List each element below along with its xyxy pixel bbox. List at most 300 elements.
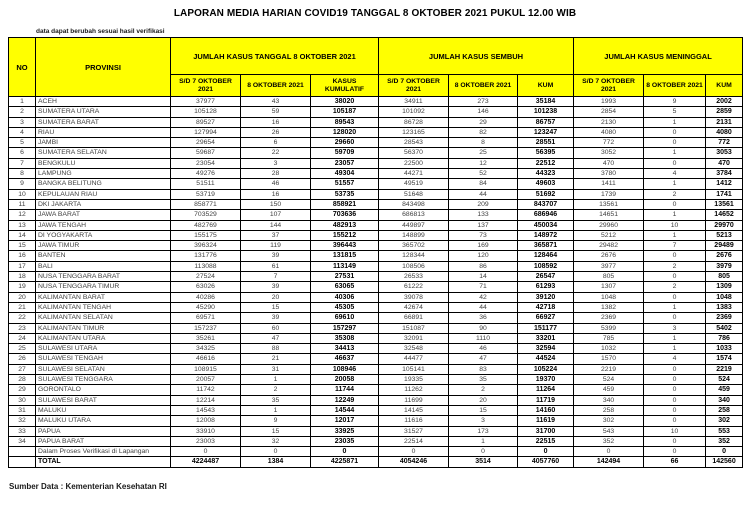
row-number: 22 bbox=[9, 313, 36, 323]
table-row bbox=[9, 97, 743, 107]
value-cell: 3 bbox=[449, 416, 518, 426]
table-row bbox=[9, 179, 743, 189]
value-cell: 29654 bbox=[171, 138, 241, 148]
value-cell: 39078 bbox=[379, 292, 449, 302]
value-cell: 0 bbox=[311, 447, 379, 457]
value-cell: 83 bbox=[449, 364, 518, 374]
value-cell: 101092 bbox=[379, 107, 449, 117]
value-cell: 396443 bbox=[311, 241, 379, 251]
value-cell: 20058 bbox=[311, 375, 379, 385]
table-row bbox=[9, 395, 743, 405]
row-number: 21 bbox=[9, 302, 36, 312]
total-no-cell bbox=[9, 457, 36, 467]
value-cell: 51648 bbox=[379, 189, 449, 199]
value-cell: 1739 bbox=[574, 189, 644, 199]
value-cell: 9 bbox=[644, 97, 706, 107]
table-row bbox=[9, 189, 743, 199]
row-number: 34 bbox=[9, 436, 36, 446]
value-cell: 29660 bbox=[311, 138, 379, 148]
covid-report-table bbox=[8, 37, 743, 468]
value-cell: 4 bbox=[644, 354, 706, 364]
value-cell: 12 bbox=[449, 158, 518, 168]
row-number: 6 bbox=[9, 148, 36, 158]
value-cell: 108592 bbox=[518, 261, 574, 271]
value-cell: 786 bbox=[706, 333, 743, 343]
value-cell: 105224 bbox=[518, 364, 574, 374]
value-cell: 340 bbox=[574, 395, 644, 405]
value-cell: 1574 bbox=[706, 354, 743, 364]
row-number: 9 bbox=[9, 179, 36, 189]
value-cell: 273 bbox=[449, 97, 518, 107]
subheader-sembuh-sd: S/D 7 OKTOBER 2021 bbox=[379, 75, 449, 97]
value-cell: 3780 bbox=[574, 169, 644, 179]
table-row bbox=[9, 447, 743, 457]
value-cell: 0 bbox=[644, 251, 706, 261]
value-cell: 22512 bbox=[518, 158, 574, 168]
value-cell: 53735 bbox=[311, 189, 379, 199]
province-name: NUSA TENGGARA TIMUR bbox=[36, 282, 171, 292]
row-number: 17 bbox=[9, 261, 36, 271]
value-cell: 47 bbox=[449, 354, 518, 364]
value-cell: 63065 bbox=[311, 282, 379, 292]
value-cell: 39 bbox=[241, 251, 311, 261]
table-row bbox=[9, 241, 743, 251]
value-cell: 1309 bbox=[706, 282, 743, 292]
value-cell: 28551 bbox=[518, 138, 574, 148]
value-cell: 2 bbox=[644, 282, 706, 292]
value-cell: 29970 bbox=[706, 220, 743, 230]
value-cell: 1048 bbox=[706, 292, 743, 302]
value-cell: 2 bbox=[449, 385, 518, 395]
header-no: NO bbox=[9, 38, 36, 97]
value-cell: 7 bbox=[644, 241, 706, 251]
value-cell: 1993 bbox=[574, 97, 644, 107]
subheader-sembuh-kum: KUM bbox=[518, 75, 574, 97]
value-cell: 4080 bbox=[574, 127, 644, 137]
row-number: 15 bbox=[9, 241, 36, 251]
value-cell: 3052 bbox=[574, 148, 644, 158]
data-source-label: Sumber Data : Kementerian Kesehatan RI bbox=[9, 482, 167, 491]
table-row bbox=[9, 436, 743, 446]
value-cell: 151087 bbox=[379, 323, 449, 333]
value-cell: 11744 bbox=[311, 385, 379, 395]
value-cell: 32548 bbox=[379, 344, 449, 354]
value-cell: 0 bbox=[644, 272, 706, 282]
value-cell: 120 bbox=[449, 251, 518, 261]
table-row bbox=[9, 313, 743, 323]
value-cell: 33925 bbox=[311, 426, 379, 436]
value-cell: 0 bbox=[644, 416, 706, 426]
subheader-meninggal-sd: S/D 7 OKTOBER 2021 bbox=[574, 75, 644, 97]
value-cell: 148899 bbox=[379, 230, 449, 240]
value-cell: 1 bbox=[644, 230, 706, 240]
value-cell: 13561 bbox=[706, 199, 743, 209]
province-name: KALIMANTAN SELATAN bbox=[36, 313, 171, 323]
value-cell: 5212 bbox=[574, 230, 644, 240]
value-cell: 5 bbox=[644, 107, 706, 117]
value-cell: 2369 bbox=[706, 313, 743, 323]
province-name: KALIMANTAN TENGAH bbox=[36, 302, 171, 312]
row-number: 33 bbox=[9, 426, 36, 436]
row-number: 4 bbox=[9, 127, 36, 137]
province-name: SULAWESI UTARA bbox=[36, 344, 171, 354]
row-number bbox=[9, 447, 36, 457]
province-name: BENGKULU bbox=[36, 158, 171, 168]
value-cell: 772 bbox=[574, 138, 644, 148]
province-name: KALIMANTAN BARAT bbox=[36, 292, 171, 302]
table-row bbox=[9, 210, 743, 220]
value-cell: 61222 bbox=[379, 282, 449, 292]
value-cell: 11616 bbox=[379, 416, 449, 426]
value-cell: 40286 bbox=[171, 292, 241, 302]
value-cell: 22514 bbox=[379, 436, 449, 446]
province-name: NUSA TENGGARA BARAT bbox=[36, 272, 171, 282]
value-cell: 5402 bbox=[706, 323, 743, 333]
value-cell: 20 bbox=[241, 292, 311, 302]
value-cell: 11262 bbox=[379, 385, 449, 395]
value-cell: 23035 bbox=[311, 436, 379, 446]
value-cell: 686946 bbox=[518, 210, 574, 220]
province-name: PAPUA bbox=[36, 426, 171, 436]
verification-note: data dapat berubah sesuai hasil verifikasi bbox=[36, 28, 165, 35]
value-cell: 4225871 bbox=[311, 457, 379, 467]
value-cell: 39120 bbox=[518, 292, 574, 302]
value-cell: 3514 bbox=[449, 457, 518, 467]
header-province: PROVINSI bbox=[36, 38, 171, 97]
value-cell: 105141 bbox=[379, 364, 449, 374]
value-cell: 14 bbox=[449, 272, 518, 282]
value-cell: 66891 bbox=[379, 313, 449, 323]
value-cell: 46637 bbox=[311, 354, 379, 364]
province-name: GORONTALO bbox=[36, 385, 171, 395]
value-cell: 0 bbox=[379, 447, 449, 457]
value-cell: 44 bbox=[449, 189, 518, 199]
value-cell: 11742 bbox=[171, 385, 241, 395]
table-row bbox=[9, 158, 743, 168]
header-group-sembuh: JUMLAH KASUS SEMBUH bbox=[379, 38, 574, 75]
table-body bbox=[9, 97, 743, 468]
value-cell: 0 bbox=[644, 138, 706, 148]
value-cell: 459 bbox=[706, 385, 743, 395]
value-cell: 142494 bbox=[574, 457, 644, 467]
value-cell: 42674 bbox=[379, 302, 449, 312]
province-name: JAWA BARAT bbox=[36, 210, 171, 220]
table-row bbox=[9, 117, 743, 127]
value-cell: 0 bbox=[518, 447, 574, 457]
row-number: 7 bbox=[9, 158, 36, 168]
value-cell: 1 bbox=[644, 179, 706, 189]
row-number: 3 bbox=[9, 117, 36, 127]
table-row bbox=[9, 333, 743, 343]
value-cell: 0 bbox=[644, 385, 706, 395]
row-number: 19 bbox=[9, 282, 36, 292]
value-cell: 0 bbox=[574, 447, 644, 457]
value-cell: 0 bbox=[644, 158, 706, 168]
value-cell: 1 bbox=[644, 302, 706, 312]
province-name: BANTEN bbox=[36, 251, 171, 261]
value-cell: 61293 bbox=[518, 282, 574, 292]
value-cell: 131776 bbox=[171, 251, 241, 261]
value-cell: 29 bbox=[449, 117, 518, 127]
value-cell: 49519 bbox=[379, 179, 449, 189]
table-row bbox=[9, 323, 743, 333]
value-cell: 148972 bbox=[518, 230, 574, 240]
province-name: JAWA TIMUR bbox=[36, 241, 171, 251]
row-number: 10 bbox=[9, 189, 36, 199]
value-cell: 128344 bbox=[379, 251, 449, 261]
value-cell: 7 bbox=[241, 272, 311, 282]
value-cell: 133 bbox=[449, 210, 518, 220]
value-cell: 2854 bbox=[574, 107, 644, 117]
table-row bbox=[9, 385, 743, 395]
value-cell: 1 bbox=[644, 210, 706, 220]
value-cell: 482769 bbox=[171, 220, 241, 230]
value-cell: 12249 bbox=[311, 395, 379, 405]
value-cell: 46 bbox=[241, 179, 311, 189]
value-cell: 36 bbox=[449, 313, 518, 323]
value-cell: 1383 bbox=[706, 302, 743, 312]
province-name: KEPULAUAN RIAU bbox=[36, 189, 171, 199]
value-cell: 4224487 bbox=[171, 457, 241, 467]
value-cell: 21 bbox=[241, 354, 311, 364]
value-cell: 459 bbox=[574, 385, 644, 395]
province-name: BALI bbox=[36, 261, 171, 271]
value-cell: 22500 bbox=[379, 158, 449, 168]
table-row bbox=[9, 272, 743, 282]
value-cell: 157237 bbox=[171, 323, 241, 333]
value-cell: 52 bbox=[449, 169, 518, 179]
value-cell: 772 bbox=[706, 138, 743, 148]
value-cell: 44524 bbox=[518, 354, 574, 364]
value-cell: 805 bbox=[706, 272, 743, 282]
value-cell: 86757 bbox=[518, 117, 574, 127]
subheader-meninggal-day: 8 OKTOBER 2021 bbox=[644, 75, 706, 97]
value-cell: 44 bbox=[449, 302, 518, 312]
value-cell: 0 bbox=[644, 292, 706, 302]
value-cell: 66 bbox=[644, 457, 706, 467]
value-cell: 14544 bbox=[311, 405, 379, 415]
value-cell: 31 bbox=[241, 364, 311, 374]
value-cell: 14652 bbox=[706, 210, 743, 220]
value-cell: 105187 bbox=[311, 107, 379, 117]
province-name: ACEH bbox=[36, 97, 171, 107]
row-number: 31 bbox=[9, 405, 36, 415]
value-cell: 37977 bbox=[171, 97, 241, 107]
row-number: 11 bbox=[9, 199, 36, 209]
value-cell: 785 bbox=[574, 333, 644, 343]
value-cell: 843498 bbox=[379, 199, 449, 209]
value-cell: 44271 bbox=[379, 169, 449, 179]
value-cell: 1 bbox=[241, 375, 311, 385]
value-cell: 82 bbox=[449, 127, 518, 137]
value-cell: 2676 bbox=[574, 251, 644, 261]
table-row bbox=[9, 107, 743, 117]
value-cell: 0 bbox=[644, 395, 706, 405]
value-cell: 1382 bbox=[574, 302, 644, 312]
table-row bbox=[9, 416, 743, 426]
value-cell: 22 bbox=[241, 148, 311, 158]
value-cell: 38020 bbox=[311, 97, 379, 107]
value-cell: 123165 bbox=[379, 127, 449, 137]
value-cell: 71 bbox=[449, 282, 518, 292]
value-cell: 22515 bbox=[518, 436, 574, 446]
province-name: DKI JAKARTA bbox=[36, 199, 171, 209]
value-cell: 53719 bbox=[171, 189, 241, 199]
province-name: RIAU bbox=[36, 127, 171, 137]
value-cell: 1032 bbox=[574, 344, 644, 354]
table-row bbox=[9, 199, 743, 209]
value-cell: 44477 bbox=[379, 354, 449, 364]
value-cell: 105128 bbox=[171, 107, 241, 117]
province-name: JAWA TENGAH bbox=[36, 220, 171, 230]
value-cell: 11619 bbox=[518, 416, 574, 426]
province-name: KALIMANTAN TIMUR bbox=[36, 323, 171, 333]
value-cell: 543 bbox=[574, 426, 644, 436]
table-row bbox=[9, 138, 743, 148]
page-title: LAPORAN MEDIA HARIAN COVID19 TANGGAL 8 OKTOBER 2021 PUKUL 12.00 WIB bbox=[173, 8, 577, 19]
value-cell: 26 bbox=[241, 127, 311, 137]
subheader-sembuh-day: 8 OKTOBER 2021 bbox=[449, 75, 518, 97]
value-cell: 1 bbox=[644, 333, 706, 343]
value-cell: 352 bbox=[706, 436, 743, 446]
row-number: 29 bbox=[9, 385, 36, 395]
province-name: SULAWESI TENGAH bbox=[36, 354, 171, 364]
value-cell: 84 bbox=[449, 179, 518, 189]
value-cell: 169 bbox=[449, 241, 518, 251]
value-cell: 4057760 bbox=[518, 457, 574, 467]
value-cell: 10 bbox=[644, 426, 706, 436]
value-cell: 302 bbox=[574, 416, 644, 426]
value-cell: 1 bbox=[644, 117, 706, 127]
value-cell: 843707 bbox=[518, 199, 574, 209]
province-name: SUMATERA UTARA bbox=[36, 107, 171, 117]
value-cell: 0 bbox=[644, 436, 706, 446]
value-cell: 28 bbox=[241, 169, 311, 179]
value-cell: 12214 bbox=[171, 395, 241, 405]
value-cell: 1741 bbox=[706, 189, 743, 199]
table-row bbox=[9, 148, 743, 158]
value-cell: 150 bbox=[241, 199, 311, 209]
value-cell: 113088 bbox=[171, 261, 241, 271]
row-number: 28 bbox=[9, 375, 36, 385]
value-cell: 2002 bbox=[706, 97, 743, 107]
value-cell: 63026 bbox=[171, 282, 241, 292]
value-cell: 49304 bbox=[311, 169, 379, 179]
value-cell: 0 bbox=[171, 447, 241, 457]
value-cell: 15 bbox=[449, 405, 518, 415]
value-cell: 40306 bbox=[311, 292, 379, 302]
value-cell: 14145 bbox=[379, 405, 449, 415]
value-cell: 2 bbox=[644, 261, 706, 271]
value-cell: 2130 bbox=[574, 117, 644, 127]
value-cell: 258 bbox=[706, 405, 743, 415]
value-cell: 29489 bbox=[706, 241, 743, 251]
row-number: 13 bbox=[9, 220, 36, 230]
table-row bbox=[9, 127, 743, 137]
value-cell: 1 bbox=[449, 436, 518, 446]
value-cell: 127994 bbox=[171, 127, 241, 137]
subheader-kasus-day: 8 OKTOBER 2021 bbox=[241, 75, 311, 97]
value-cell: 450034 bbox=[518, 220, 574, 230]
value-cell: 0 bbox=[449, 447, 518, 457]
value-cell: 23003 bbox=[171, 436, 241, 446]
value-cell: 5399 bbox=[574, 323, 644, 333]
value-cell: 23057 bbox=[311, 158, 379, 168]
value-cell: 209 bbox=[449, 199, 518, 209]
value-cell: 45305 bbox=[311, 302, 379, 312]
value-cell: 35 bbox=[241, 395, 311, 405]
value-cell: 137 bbox=[449, 220, 518, 230]
row-number: 27 bbox=[9, 364, 36, 374]
value-cell: 86728 bbox=[379, 117, 449, 127]
value-cell: 33910 bbox=[171, 426, 241, 436]
value-cell: 0 bbox=[644, 313, 706, 323]
row-number: 26 bbox=[9, 354, 36, 364]
table-row bbox=[9, 405, 743, 415]
value-cell: 703529 bbox=[171, 210, 241, 220]
table-row bbox=[9, 220, 743, 230]
province-name: PAPUA BARAT bbox=[36, 436, 171, 446]
value-cell: 35184 bbox=[518, 97, 574, 107]
value-cell: 12008 bbox=[171, 416, 241, 426]
value-cell: 39 bbox=[241, 282, 311, 292]
value-cell: 20 bbox=[449, 395, 518, 405]
value-cell: 14651 bbox=[574, 210, 644, 220]
value-cell: 49276 bbox=[171, 169, 241, 179]
value-cell: 1033 bbox=[706, 344, 743, 354]
province-name: BANGKA BELITUNG bbox=[36, 179, 171, 189]
value-cell: 524 bbox=[706, 375, 743, 385]
value-cell: 14543 bbox=[171, 405, 241, 415]
value-cell: 703636 bbox=[311, 210, 379, 220]
value-cell: 33201 bbox=[518, 333, 574, 343]
value-cell: 858771 bbox=[171, 199, 241, 209]
value-cell: 59 bbox=[241, 107, 311, 117]
value-cell: 4 bbox=[644, 169, 706, 179]
value-cell: 35308 bbox=[311, 333, 379, 343]
value-cell: 14160 bbox=[518, 405, 574, 415]
value-cell: 805 bbox=[574, 272, 644, 282]
subheader-meninggal-kum: KUM bbox=[706, 75, 743, 97]
province-name: LAMPUNG bbox=[36, 169, 171, 179]
value-cell: 42 bbox=[449, 292, 518, 302]
value-cell: 61 bbox=[241, 261, 311, 271]
value-cell: 59709 bbox=[311, 148, 379, 158]
row-number: 25 bbox=[9, 344, 36, 354]
value-cell: 44323 bbox=[518, 169, 574, 179]
value-cell: 19370 bbox=[518, 375, 574, 385]
value-cell: 3 bbox=[644, 323, 706, 333]
value-cell: 123247 bbox=[518, 127, 574, 137]
value-cell: 0 bbox=[644, 127, 706, 137]
value-cell: 46616 bbox=[171, 354, 241, 364]
value-cell: 101238 bbox=[518, 107, 574, 117]
table-row bbox=[9, 302, 743, 312]
value-cell: 35261 bbox=[171, 333, 241, 343]
value-cell: 19335 bbox=[379, 375, 449, 385]
value-cell: 3979 bbox=[706, 261, 743, 271]
value-cell: 56395 bbox=[518, 148, 574, 158]
value-cell: 2219 bbox=[706, 364, 743, 374]
value-cell: 1048 bbox=[574, 292, 644, 302]
value-cell: 89543 bbox=[311, 117, 379, 127]
row-number: 2 bbox=[9, 107, 36, 117]
value-cell: 686813 bbox=[379, 210, 449, 220]
subheader-kasus-sd: S/D 7 OKTOBER 2021 bbox=[171, 75, 241, 97]
value-cell: 51511 bbox=[171, 179, 241, 189]
value-cell: 1384 bbox=[241, 457, 311, 467]
value-cell: 27531 bbox=[311, 272, 379, 282]
